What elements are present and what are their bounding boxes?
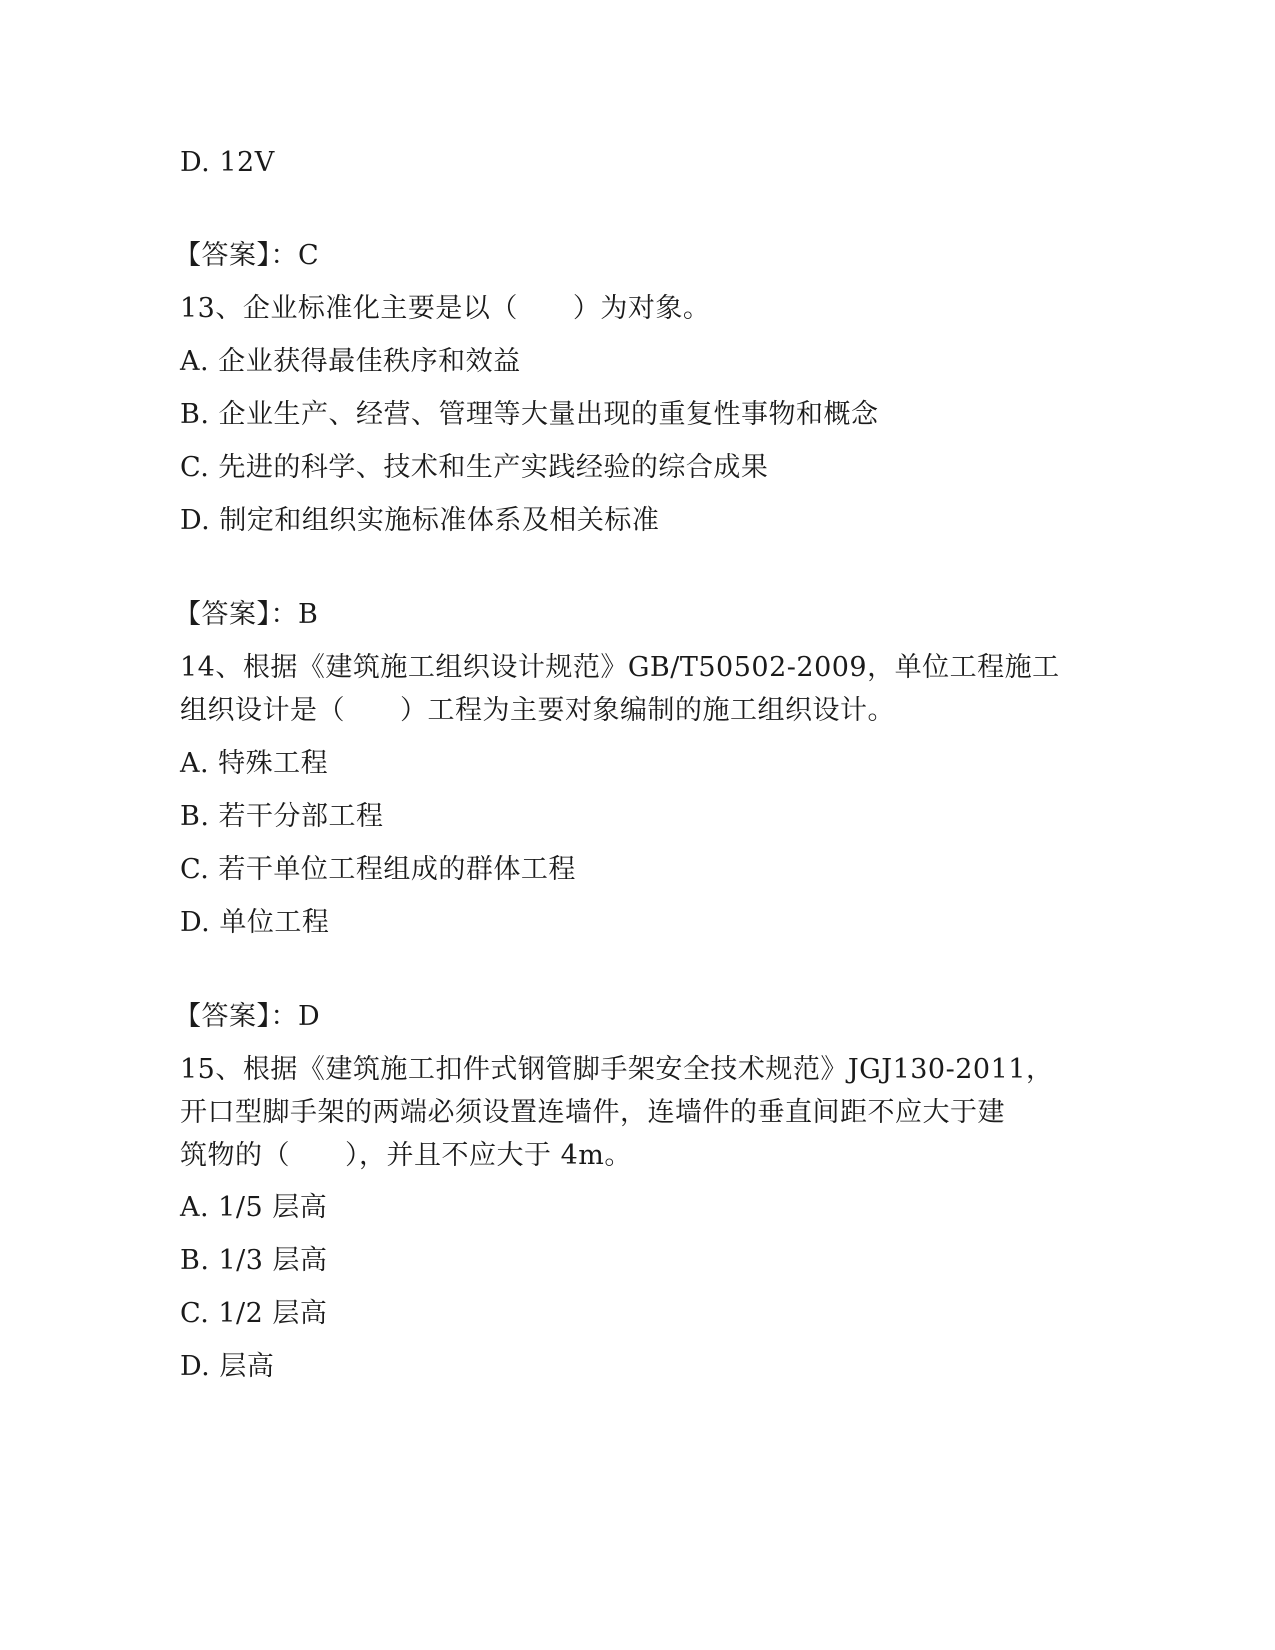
q14-option-d: D. 单位工程 [180, 907, 330, 938]
q15-option-b: B. 1/3 层高 [180, 1245, 328, 1276]
q14-option-a: A. 特殊工程 [180, 748, 329, 779]
prev-answer: 【答案】：C [174, 240, 320, 271]
q13-option-b: B. 企业生产、经营、管理等大量出现的重复性事物和概念 [180, 399, 879, 430]
q13-stem: 13、企业标准化主要是以（ ）为对象。 [180, 293, 711, 324]
q13-option-a: A. 企业获得最佳秩序和效益 [180, 346, 521, 377]
q13-option-c: C. 先进的科学、技术和生产实践经验的综合成果 [180, 452, 769, 483]
prev-option-d: D. 12V [180, 147, 275, 178]
q13-option-d: D. 制定和组织实施标准体系及相关标准 [180, 505, 660, 536]
q14-stem-line1: 14、根据《建筑施工组织设计规范》GB/T50502-2009，单位工程施工 [180, 652, 1060, 683]
q15-stem-line1: 15、根据《建筑施工扣件式钢管脚手架安全技术规范》JGJ130-2011， [180, 1054, 1054, 1085]
q14-stem-line2: 组织设计是（ ）工程为主要对象编制的施工组织设计。 [180, 695, 895, 726]
q15-option-c: C. 1/2 层高 [180, 1298, 328, 1329]
q15-stem-line3: 筑物的（ ），并且不应大于 4m。 [180, 1140, 632, 1171]
q14-option-b: B. 若干分部工程 [180, 801, 384, 832]
q14-answer: 【答案】：D [174, 1001, 321, 1032]
q15-option-a: A. 1/5 层高 [180, 1192, 328, 1223]
q15-option-d: D. 层高 [180, 1351, 275, 1382]
q14-option-c: C. 若干单位工程组成的群体工程 [180, 854, 576, 885]
q13-answer: 【答案】：B [174, 599, 319, 630]
q15-stem-line2: 开口型脚手架的两端必须设置连墙件，连墙件的垂直间距不应大于建 [180, 1097, 1005, 1128]
